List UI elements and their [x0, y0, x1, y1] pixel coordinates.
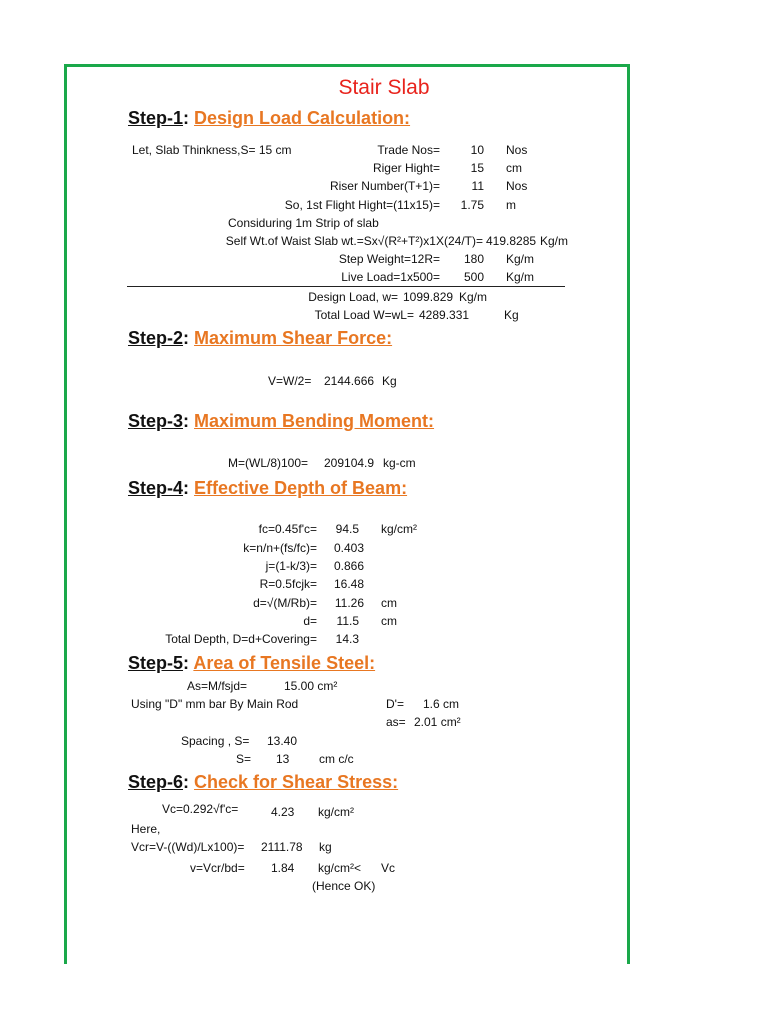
design-load-value: 1099.829 — [403, 290, 454, 304]
s-label: S= — [236, 752, 252, 766]
bar-note: Using "D" mm bar By Main Rod — [131, 697, 299, 711]
trade-nos-value: 10 — [470, 143, 484, 157]
flight-height-label: So, 1st Flight Hight=(11x15)= — [284, 198, 440, 212]
vc-unit: kg/cm² — [318, 805, 354, 819]
dprime-value: 1.6 cm — [423, 697, 460, 711]
shear-force-unit: Kg — [382, 374, 397, 388]
d-formula-label: d=√(M/Rb)= — [253, 596, 317, 610]
step-colon: : — [183, 411, 190, 431]
vcr-unit: kg — [319, 840, 332, 854]
step-colon: : — [183, 653, 190, 673]
step-number: Step-2 — [128, 328, 184, 348]
fc-value: 94.5 — [335, 522, 359, 536]
d-unit: cm — [381, 614, 397, 628]
step-2-heading — [128, 327, 392, 349]
total-load-value: 4289.331 — [419, 308, 470, 322]
slab-thickness-text: Let, Slab Thinkness,S= 15 cm — [132, 143, 292, 157]
step-4-heading — [128, 477, 407, 499]
shear-force-value: 2144.666 — [324, 374, 375, 388]
bending-moment-value: 209104.9 — [324, 456, 375, 470]
riser-number-value: 11 — [471, 179, 484, 193]
as-label: As=M/fsjd= — [187, 679, 248, 693]
total-load-label: Total Load W=wL= — [314, 308, 414, 322]
j-value: 0.866 — [333, 559, 364, 573]
live-load-label: Live Load=1x500= — [341, 270, 440, 284]
r-value: 16.48 — [333, 577, 364, 591]
trade-nos-unit: Nos — [506, 143, 528, 157]
as-value: 15.00 cm² — [284, 679, 338, 693]
riser-height-label: Riger Hight= — [372, 161, 440, 175]
step-weight-unit: Kg/m — [506, 252, 535, 266]
total-load-unit: Kg — [504, 308, 519, 322]
v-unit: kg/cm²< — [318, 861, 362, 875]
step-colon: : — [183, 772, 190, 792]
fc-unit: kg/cm² — [381, 522, 417, 536]
bar-area-value: 2.01 cm² — [414, 715, 461, 729]
k-label: k=n/n+(fs/fc)= — [243, 541, 317, 555]
bar-area-label: as= — [386, 715, 406, 729]
s-unit: cm c/c — [319, 752, 354, 766]
shear-force-label: V=W/2= — [268, 374, 312, 388]
step-number: Step-6 — [128, 772, 184, 792]
here-text: Here, — [131, 822, 161, 836]
page-title: Stair Slab — [338, 76, 430, 99]
flight-height-value: 1.75 — [460, 198, 484, 212]
bending-moment-unit: kg-cm — [383, 456, 416, 470]
total-depth-label: Total Depth, D=d+Covering= — [165, 632, 317, 646]
trade-nos-label: Trade Nos= — [377, 143, 440, 157]
v-value: 1.84 — [271, 861, 295, 875]
d-value: 11.5 — [336, 614, 359, 628]
strip-text: Considuring 1m Strip of slab — [228, 216, 379, 230]
flight-height-unit: m — [506, 198, 516, 212]
riser-height-unit: cm — [506, 161, 522, 175]
step-title: Design Load Calculation: — [194, 108, 411, 128]
v-compare: Vc — [381, 861, 396, 875]
step-title: Check for Shear Stress: — [194, 772, 399, 792]
step-number: Step-5 — [128, 653, 184, 673]
self-weight-label: Self Wt.of Waist Slab wt.=Sx√(R²+T²)x1X(24/T)= — [225, 234, 483, 248]
live-load-unit: Kg/m — [506, 270, 535, 284]
design-load-unit: Kg/m — [459, 290, 488, 304]
total-depth-value: 14.3 — [335, 632, 359, 646]
step-number: Step-4 — [128, 478, 184, 498]
bending-moment-label: M=(WL/8)100= — [228, 456, 309, 470]
step-title: Maximum Shear Force: — [194, 328, 393, 348]
step-6-heading — [128, 771, 398, 793]
design-load-label: Design Load, w= — [308, 290, 398, 304]
riser-height-value: 15 — [470, 161, 484, 175]
vc-value: 4.23 — [271, 805, 295, 819]
d-formula-unit: cm — [381, 596, 397, 610]
vcr-value: 2111.78 — [261, 840, 303, 854]
step-title: Maximum Bending Moment: — [194, 411, 435, 431]
step-1-heading — [128, 107, 410, 129]
step-colon: : — [183, 478, 190, 498]
sum-rule — [127, 286, 565, 287]
s-value: 13 — [276, 752, 290, 766]
d-label: d= — [303, 614, 317, 628]
step-title: Effective Depth of Beam: — [194, 478, 408, 498]
j-label: j=(1-k/3)= — [265, 559, 317, 573]
spacing-label: Spacing , S= — [181, 734, 250, 748]
riser-number-unit: Nos — [506, 179, 528, 193]
v-label: v=Vcr/bd= — [190, 861, 245, 875]
live-load-value: 500 — [463, 270, 484, 284]
vc-label: Vc=0.292√f'c= — [162, 802, 239, 816]
step-weight-label: Step Weight=12R= — [338, 252, 440, 266]
step-title: Area of Tensile Steel: — [193, 653, 376, 673]
vcr-label: Vcr=V-((Wd)/Lx100)= — [131, 840, 245, 854]
step-colon: : — [183, 328, 190, 348]
step-weight-value: 180 — [463, 252, 484, 266]
step-number: Step-1 — [128, 108, 184, 128]
step-colon: : — [183, 108, 190, 128]
ok-text: (Hence OK) — [312, 879, 376, 893]
step-number: Step-3 — [128, 411, 184, 431]
self-weight-unit: Kg/m — [540, 234, 569, 248]
step-5-heading — [128, 652, 375, 674]
riser-number-label: Riser Number(T+1)= — [329, 179, 440, 193]
self-weight-value: 419.8285 — [486, 234, 537, 248]
fc-label: fc=0.45f'c= — [258, 522, 317, 536]
spacing-value: 13.40 — [267, 734, 298, 748]
r-label: R=0.5fcjk= — [259, 577, 317, 591]
k-value: 0.403 — [333, 541, 364, 555]
dprime-label: D'= — [386, 697, 404, 711]
d-formula-value: 11.26 — [334, 596, 364, 610]
step-3-heading — [128, 410, 434, 432]
